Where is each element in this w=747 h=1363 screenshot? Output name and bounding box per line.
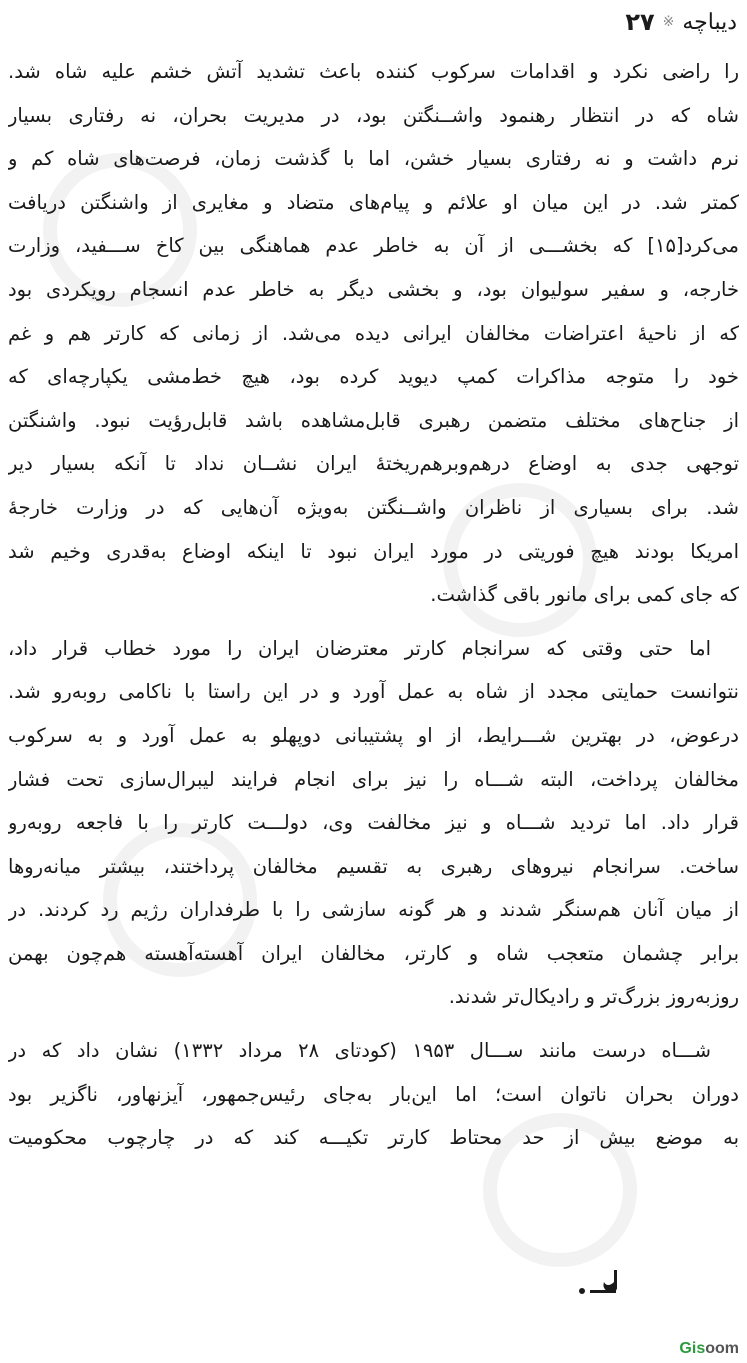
text-line: خود را متوجه مذاکرات کمپ دیوید کرده بود، هیچ خط‌مشی یکپارچه‌ای که bbox=[8, 365, 739, 389]
text-line: شـــاه درست مانند ســـال ۱۹۵۳ (کودتای ۲۸ مرداد ۱۳۳۲) نشان داد که در bbox=[8, 1039, 711, 1063]
logo-suffix: oom bbox=[705, 1340, 739, 1357]
text-line: نتوانست حمایتی مجدد از شاه به عمل آورد و در این راستا با ناکامی روبه‌رو شد. bbox=[8, 680, 739, 704]
text-line: دوران بحران ناتوان است؛ اما این‌بار به‌جای رئیس‌جمهور، آیزنهاور، ناگزیر بود bbox=[8, 1082, 739, 1106]
logo-prefix: Gis bbox=[679, 1340, 706, 1357]
text-line: از میان آنان هم‌سنگر شدند و هر گونه سازشی را با طرفداران رژیم رد کردند. در bbox=[8, 898, 739, 922]
text-line: کمتر شد. در این میان او علائم و پیام‌های متضاد و مغایری از واشنگتن دریافت bbox=[8, 190, 739, 214]
text-line: به موضع بیش از حد محتاط کارتر تکیـــه کند که در چارچوب محکومیت bbox=[8, 1126, 739, 1150]
text-line: که از ناحیهٔ اعتراضات مخالفان ایرانی دیده می‌شد. از زمانی که کارتر هم و غم bbox=[8, 321, 739, 345]
page-header bbox=[10, 2, 737, 42]
text-line: نرم داشت و نه رفتاری بسیار خشن، اما با گذشت زمان، فرصت‌های شاه کم و bbox=[8, 147, 739, 171]
page-number: ۲۷ bbox=[625, 8, 655, 36]
paragraph-3 bbox=[8, 1029, 739, 1160]
text-line: اما حتی وقتی که سرانجام کارتر معترضان ایران را مورد خطاب قرار داد، bbox=[8, 636, 711, 660]
text-line: درعوض، در بهترین شـــرایط، از او پشتیبانی دوپهلو به عمل آورد و به سرکوب bbox=[8, 723, 739, 747]
paragraph-1 bbox=[8, 50, 739, 617]
text-line: ساخت. سرانجام نیروهای رهبری به تقسیم مخالفان پرداختند، بیشتر میانه‌روها bbox=[8, 854, 739, 878]
site-logo bbox=[679, 1337, 739, 1361]
chapter-title: دیباچه bbox=[682, 9, 737, 35]
text-line: برابر چشمان متعجب شاه و کارتر، مخالفان ایران آهسته‌آهسته هم‌چون بهمن bbox=[8, 941, 739, 965]
text-line: می‌کرد[۱۵] که بخشـــی از آن به خاطر عدم هماهنگی بین کاخ ســـفید، وزارت bbox=[8, 234, 739, 258]
text-line: مخالفان پرداخت، البته شـــاه را نیز برای انجام فرایند لیبرال‌سازی تحت فشار bbox=[8, 767, 739, 791]
text-line: که جای کمی برای مانور باقی گذاشت. bbox=[430, 583, 739, 607]
text-line: از جناح‌های مختلف متضمن رهبری قابل‌مشاهده باشد قابل‌رؤیت نبود. واشنگتن bbox=[8, 408, 739, 432]
text-line: توجهی جدی به اوضاع درهم‌وبرهم‌ریختهٔ ایران نشــان نداد تا آنکه بسیار دیر bbox=[8, 452, 739, 476]
text-line: را راضی نکرد و اقدامات سرکوب کننده باعث تشدید آتش خشم علیه شاه شد. bbox=[8, 60, 739, 83]
text-line: روزبه‌روز بزرگ‌تر و رادیکال‌تر شدند. bbox=[448, 985, 739, 1009]
text-line: امریکا بودند هیچ فوریتی در مورد ایران نبود تا اینکه اوضاع به‌قدری وخیم شد bbox=[8, 539, 739, 563]
end-ornament-icon bbox=[572, 1262, 632, 1302]
header-separator-icon: ※ bbox=[662, 14, 675, 30]
text-line: قرار داد. اما تردید شـــاه و نیز مخالفت وی، دولـــت کارتر را با فاجعه روبه‌رو bbox=[8, 811, 739, 835]
body-text bbox=[8, 50, 739, 1160]
text-line: شد. برای بسیاری از ناظران واشــنگتن به‌ویژه آن‌هایی که در وزارت خارجهٔ bbox=[8, 495, 739, 519]
text-line: شاه که در انتظار رهنمود واشــنگتن بود، در مدیریت بحران، نه رفتاری بسیار bbox=[8, 103, 739, 127]
paragraph-2 bbox=[8, 627, 739, 1019]
text-line: خارجه، و سفیر سولیوان بود، و بخشی دیگر به خاطر عدم انسجام رویکردی بود bbox=[8, 277, 739, 301]
